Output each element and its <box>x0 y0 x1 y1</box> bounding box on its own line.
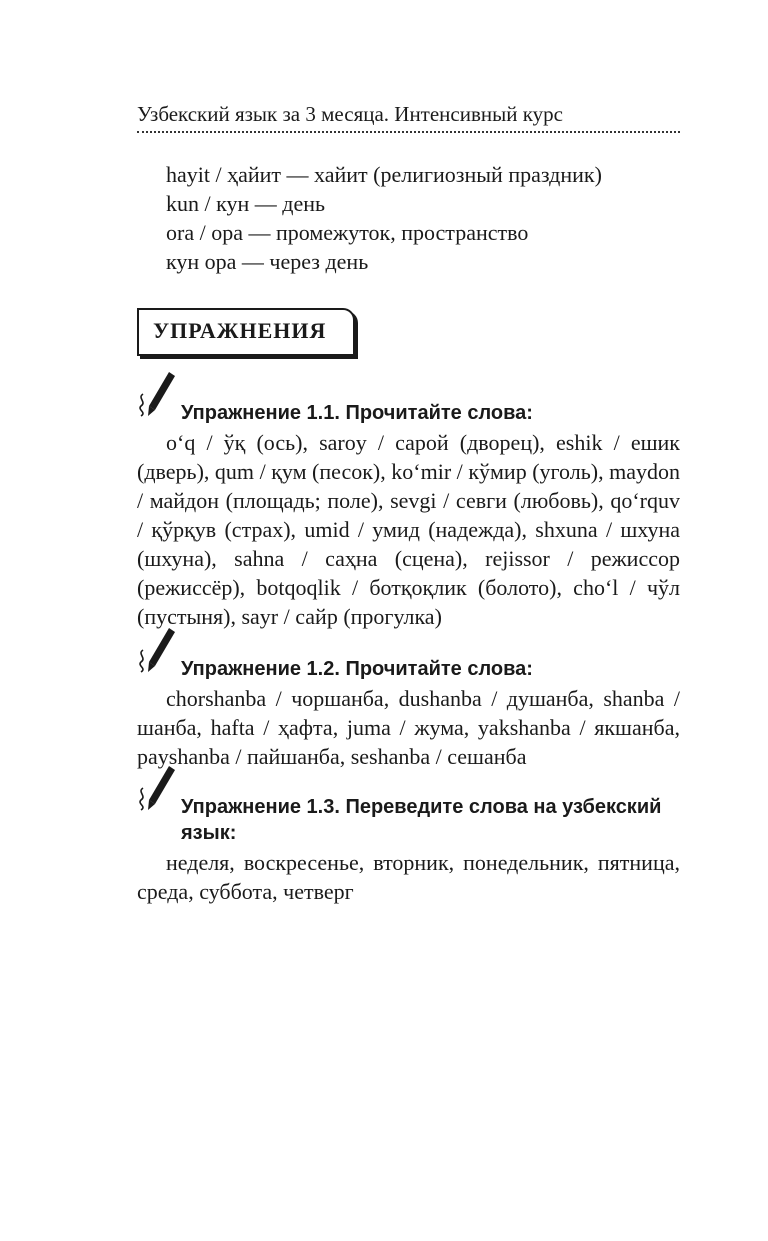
exercise-1-1 <box>137 398 680 631</box>
running-header: Узбекский язык за 3 месяца. Интенсивный курс <box>137 102 563 126</box>
vocabulary-item: кун ора — через день <box>166 249 369 274</box>
exercise-text: chorshanba / чоршанба, dushanba / душанба, shanba / шанба, hafta / ҳафта, juma / жума, yakshanba / якшанба, payshanba / пайшанба, seshanba / сешанба <box>137 686 680 769</box>
exercise-1-2 <box>137 654 680 771</box>
header-dotted-rule <box>137 131 680 133</box>
vocabulary-item: kun / кун — день <box>166 191 326 216</box>
exercise-title: Упражнение 1.1. Прочитайте слова: <box>181 402 533 424</box>
exercise-title: Упражнение 1.2. Прочитайте слова: <box>181 658 533 680</box>
vocabulary-item: hayit / ҳайит — хайит (религиозный праздник) <box>166 162 602 187</box>
section-heading: УПРАЖНЕНИЯ <box>153 318 327 343</box>
exercise-title: Упражнение 1.3. Переведите слова на узбекский язык: <box>181 796 662 844</box>
vocabulary-item: ora / ора — промежуток, пространство <box>166 220 529 245</box>
vocabulary-list <box>166 160 602 276</box>
exercise-text: o‘q / ўқ (ось), saroy / сарой (дворец), eshik / eшик (дверь), qum / қум (песок), ko‘mir / кўмир (уголь), maydon / майдон (площадь; поле), sevgi / севги (любовь), qo‘rquv / қўрқув (страх), umid / умид (надежда), shxuna / шхуна (шхуна), sahna / саҳна (сцена), rejissor / режиссор (режиссёр), botqoqlik / ботқоқлик (болото), cho‘l / чўл (пустыня), sayr / сайр (прогулка) <box>137 430 680 629</box>
section-heading-box <box>137 308 355 356</box>
pen-icon <box>135 624 179 676</box>
exercise-1-3 <box>137 792 680 906</box>
exercise-text: неделя, воскресенье, вторник, понедельник, пятница, среда, суббота, четверг <box>137 850 680 904</box>
pen-icon <box>135 368 179 420</box>
pen-icon <box>135 762 179 814</box>
